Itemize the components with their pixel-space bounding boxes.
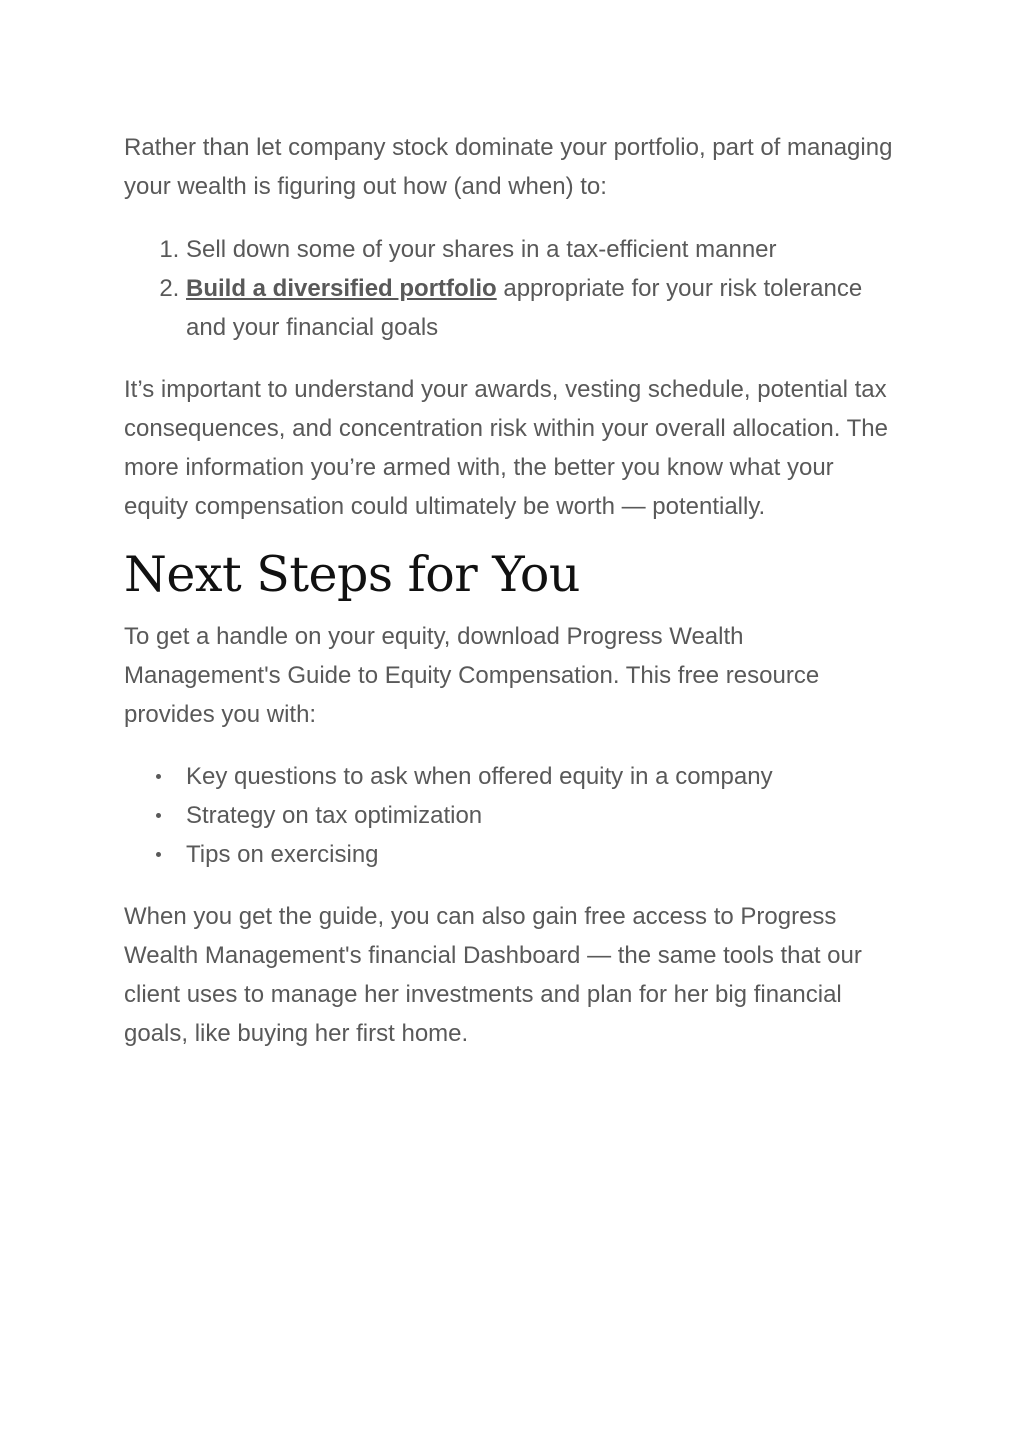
list-item — [186, 835, 904, 874]
step-text: appropriate for your risk tolerance and your financial goals — [186, 275, 863, 341]
list-item — [186, 757, 904, 796]
list-item — [186, 230, 904, 269]
bullet-icon — [156, 774, 161, 779]
article-body — [124, 128, 904, 1053]
bullet-icon — [156, 852, 161, 857]
guide-bullet-list — [124, 757, 904, 874]
bullet-text: Tips on exercising — [186, 841, 379, 868]
steps-list — [124, 230, 904, 347]
awareness-paragraph: It’s important to understand your awards, vesting schedule, potential tax consequences, and concentration risk within your overall allocation. The more information you’re armed with, the better you know what your equity compensation could ultimately be worth — potentially. — [124, 376, 888, 520]
guide-paragraph: To get a handle on your equity, download Progress Wealth Management's Guide to Equity Compensation. This free resource provides you with: — [124, 623, 820, 728]
list-item — [186, 269, 904, 347]
bullet-icon — [156, 813, 161, 818]
section-heading: Next Steps for You — [124, 546, 580, 603]
step-text: Sell down some of your shares in a tax-efficient manner — [186, 236, 777, 263]
diversified-portfolio-link[interactable]: Build a diversified portfolio — [186, 275, 497, 302]
closing-paragraph: When you get the guide, you can also gain free access to Progress Wealth Management's financial Dashboard — the same tools that our client uses to manage her investments and plan for her big financial goals, like buying her first home. — [124, 903, 862, 1047]
intro-paragraph: Rather than let company stock dominate your portfolio, part of managing your wealth is figuring out how (and when) to: — [124, 134, 893, 200]
list-item — [186, 796, 904, 835]
bullet-text: Key questions to ask when offered equity in a company — [186, 763, 773, 790]
bullet-text: Strategy on tax optimization — [186, 802, 483, 829]
